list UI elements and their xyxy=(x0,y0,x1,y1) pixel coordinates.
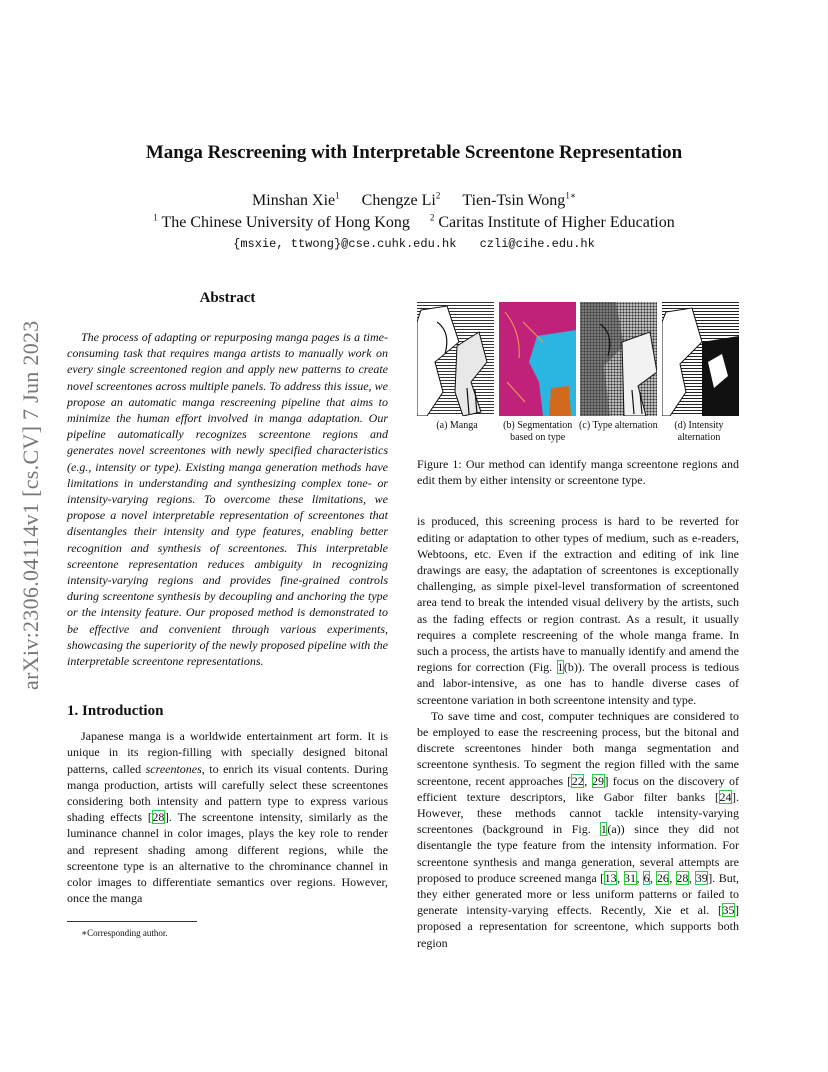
segmentation-panel-image xyxy=(499,302,576,416)
citation-link[interactable]: 28 xyxy=(152,810,165,825)
author-list xyxy=(0,192,828,210)
affiliation-2: $^2$ Caritas Institute of Higher Education xyxy=(429,212,675,231)
figure-caption: Figure 1: Our method can identify manga screentone regions and edit them by either intensity or screentone type. xyxy=(417,457,739,488)
right-column xyxy=(417,302,739,951)
author-2: Chengze Li$^2$ xyxy=(361,190,441,209)
arxiv-identifier: arXiv:2306.04114v1 [cs.CV] 7 Jun 2023 xyxy=(18,320,43,690)
citation-link[interactable]: 24 xyxy=(719,789,732,804)
subcaption-c: (c) Type alternation xyxy=(579,420,658,431)
figure-1 xyxy=(417,302,739,488)
figure-reference-link[interactable]: 1 xyxy=(557,660,564,675)
affiliation-1: $^1$ The Chinese University of Hong Kong xyxy=(153,212,410,231)
citation-link[interactable]: 31 xyxy=(624,870,637,885)
citation-link[interactable]: 35 xyxy=(722,903,735,918)
left-column xyxy=(67,290,388,939)
figure-panels xyxy=(417,302,739,416)
citation-link[interactable]: 13 xyxy=(604,870,617,885)
paper-title: Manga Rescreening with Interpretable Screentone Representation xyxy=(145,142,683,163)
subcaption-a: (a) Manga xyxy=(436,420,478,431)
figure-reference-link[interactable]: 1 xyxy=(600,822,607,837)
footnote-divider xyxy=(67,921,197,922)
citation-link[interactable]: 22 xyxy=(571,773,584,788)
right-paragraph-2: To save time and cost, computer techniques are considered to be employed to ease the rescreening process, but the bitonal and discrete screentones hinder both manga segmentation and screentone synthesis. To segment the region filled with the same screentone, recent approaches [22, 29] focus on the discovery of efficient texture descriptors, like Gabor filter banks [24]. However, these methods cannot tackle intensity-varying screentones (background in Fig. 1(a)) since they did not disentangle the type feature from the intensity information. For screentone synthesis and manga generation, several attempts are proposed to produce screened manga [13, 31, 6, 26, 28, 39]. But, they either generated more or less uniform patterns or failed to generate intensity-varying effects. Recently, Xie et al. [35] proposed a representation for screentone, which supports both region xyxy=(417,708,740,950)
abstract-heading: Abstract xyxy=(199,290,256,306)
citation-link[interactable]: 29 xyxy=(592,773,605,788)
abstract-text: The process of adapting or repurposing manga pages is a time-consuming task that requires manga artists to manually work on every single screentoned region and apply new patterns to create novel screentones across multiple panels. To address this issue, we propose an automatic manga rescreening pipeline that aims to minimize the human effort involved in manga adaptation. Our pipeline automatically recognizes screentone regions and generates novel screentones with newly specified characteristics (e.g., intensity or type). Existing manga generation methods have limitations in understanding and synthesizing complex tone- or intensity-varying regions. To overcome these limitations, we propose a novel interpretable representation of screentones that disentangles their intensity and type features, enabling better recognition and synthesis of screentones. This interpretable screentone representation reduces ambiguity in recognizing intensity-varying regions and provides fine-grained controls during screentone synthesis by decoupling and anchoring the type or the intensity feature. Our proposed method is demonstrated to be effective and convenient through various experiments, showcasing the superiority of the newly proposed pipeline with the interpretable screentone representations. xyxy=(67,330,388,669)
subcaption-b: (b) Segmentation based on type xyxy=(503,420,573,443)
subcaption-d: (d) Intensity alternation xyxy=(674,420,724,443)
citation-link[interactable]: 6 xyxy=(643,870,650,885)
type-alternation-panel-image xyxy=(580,302,657,416)
right-paragraph-1: is produced, this screening process is hard to be reverted for editing or adaptation to other types of medium, such as e-readers, Webtoons, etc. Even if the extraction and editing of ink line drawings are easy, the adaptation of screentones is exceptionally challenging, as simple pixel-level transformation of screentoned area tend to break the intended visual delivery by the artists, such as the fading effects or region contrast. As a result, it usually requires a complete rescreening of the whole manga frame. In such a process, the artists have to manually identify and amend the regions for correction (Fig. 1(b)). The overall process is tedious and labor-intensive, as one has to handle diverse cases of screentone variation in both screentone intensity and type. xyxy=(417,514,739,707)
intro-paragraph: Japanese manga is a worldwide entertainment art form. It is unique in its region-filling with specially designed bitonal patterns, called screentones, to enrich its visual contents. During manga production, artists will carefully select these screentones considering both intensity and pattern type to express various shading effects [28]. The screentone intensity, similarly as the luminance channel in color images, plays the key role to render and represent shading among different regions, while the screentone type is an alternative to the chrominance channel in color images to differentiate semantics over regions. However, once the manga xyxy=(67,729,388,906)
introduction-heading: 1. Introduction xyxy=(67,703,164,720)
footnote: ∗Corresponding author. xyxy=(81,927,168,938)
citation-link[interactable]: 39 xyxy=(695,870,708,885)
intensity-alternation-panel-image xyxy=(662,302,739,416)
email-1[interactable]: {msxie, ttwong}@cse.cuhk.edu.hk xyxy=(233,237,457,251)
citation-link[interactable]: 28 xyxy=(676,870,689,885)
figure-subcaptions xyxy=(417,420,739,444)
citation-link[interactable]: 26 xyxy=(656,870,669,885)
manga-panel-image xyxy=(417,302,494,416)
author-1: Minshan Xie$^1$ xyxy=(252,190,340,209)
email-2[interactable]: czli@cihe.edu.hk xyxy=(479,237,595,251)
author-3: Tien-Tsin Wong$^{1∗}$ xyxy=(462,190,576,209)
affiliation-list xyxy=(0,214,828,232)
email-list xyxy=(0,237,828,251)
